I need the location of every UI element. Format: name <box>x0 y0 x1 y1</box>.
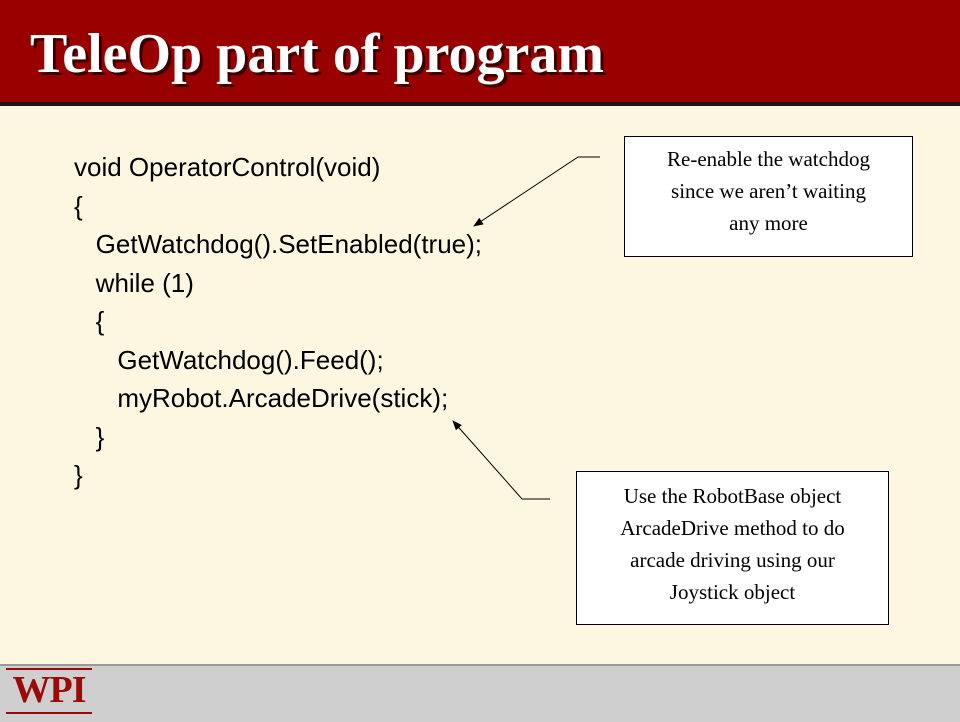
arcade-drive-callout <box>576 471 889 625</box>
logo-rule-bottom <box>6 712 92 714</box>
wpi-logo <box>6 668 92 716</box>
code-line: GetWatchdog().SetEnabled(true); <box>74 229 483 259</box>
footer-bar <box>0 664 960 722</box>
watchdog-callout <box>624 136 913 257</box>
callout-text: ArcadeDrive method to do <box>620 516 845 540</box>
callout-text: since we aren’t waiting <box>671 179 866 203</box>
code-line: { <box>74 190 83 221</box>
code-line: void OperatorControl(void) <box>74 152 381 182</box>
code-line: GetWatchdog().Feed(); <box>74 344 384 375</box>
code-line: } <box>74 421 105 452</box>
code-line: } <box>74 460 83 490</box>
code-line: { <box>74 306 105 336</box>
callout-text: Re-enable the watchdog <box>667 147 870 171</box>
code-line: myRobot.ArcadeDrive(stick); <box>74 383 449 413</box>
callout-text: any more <box>729 211 808 235</box>
logo-text: WPI <box>12 669 86 711</box>
callout-text: Joystick object <box>669 580 796 604</box>
code-line: while (1) <box>74 267 194 298</box>
slide-title: TeleOp part of program <box>30 23 604 85</box>
watchdog-arrow <box>474 157 600 226</box>
callout-text: Use the RobotBase object <box>623 484 842 508</box>
callout-text: arcade driving using our <box>630 548 835 572</box>
arcade-arrow <box>453 421 550 499</box>
